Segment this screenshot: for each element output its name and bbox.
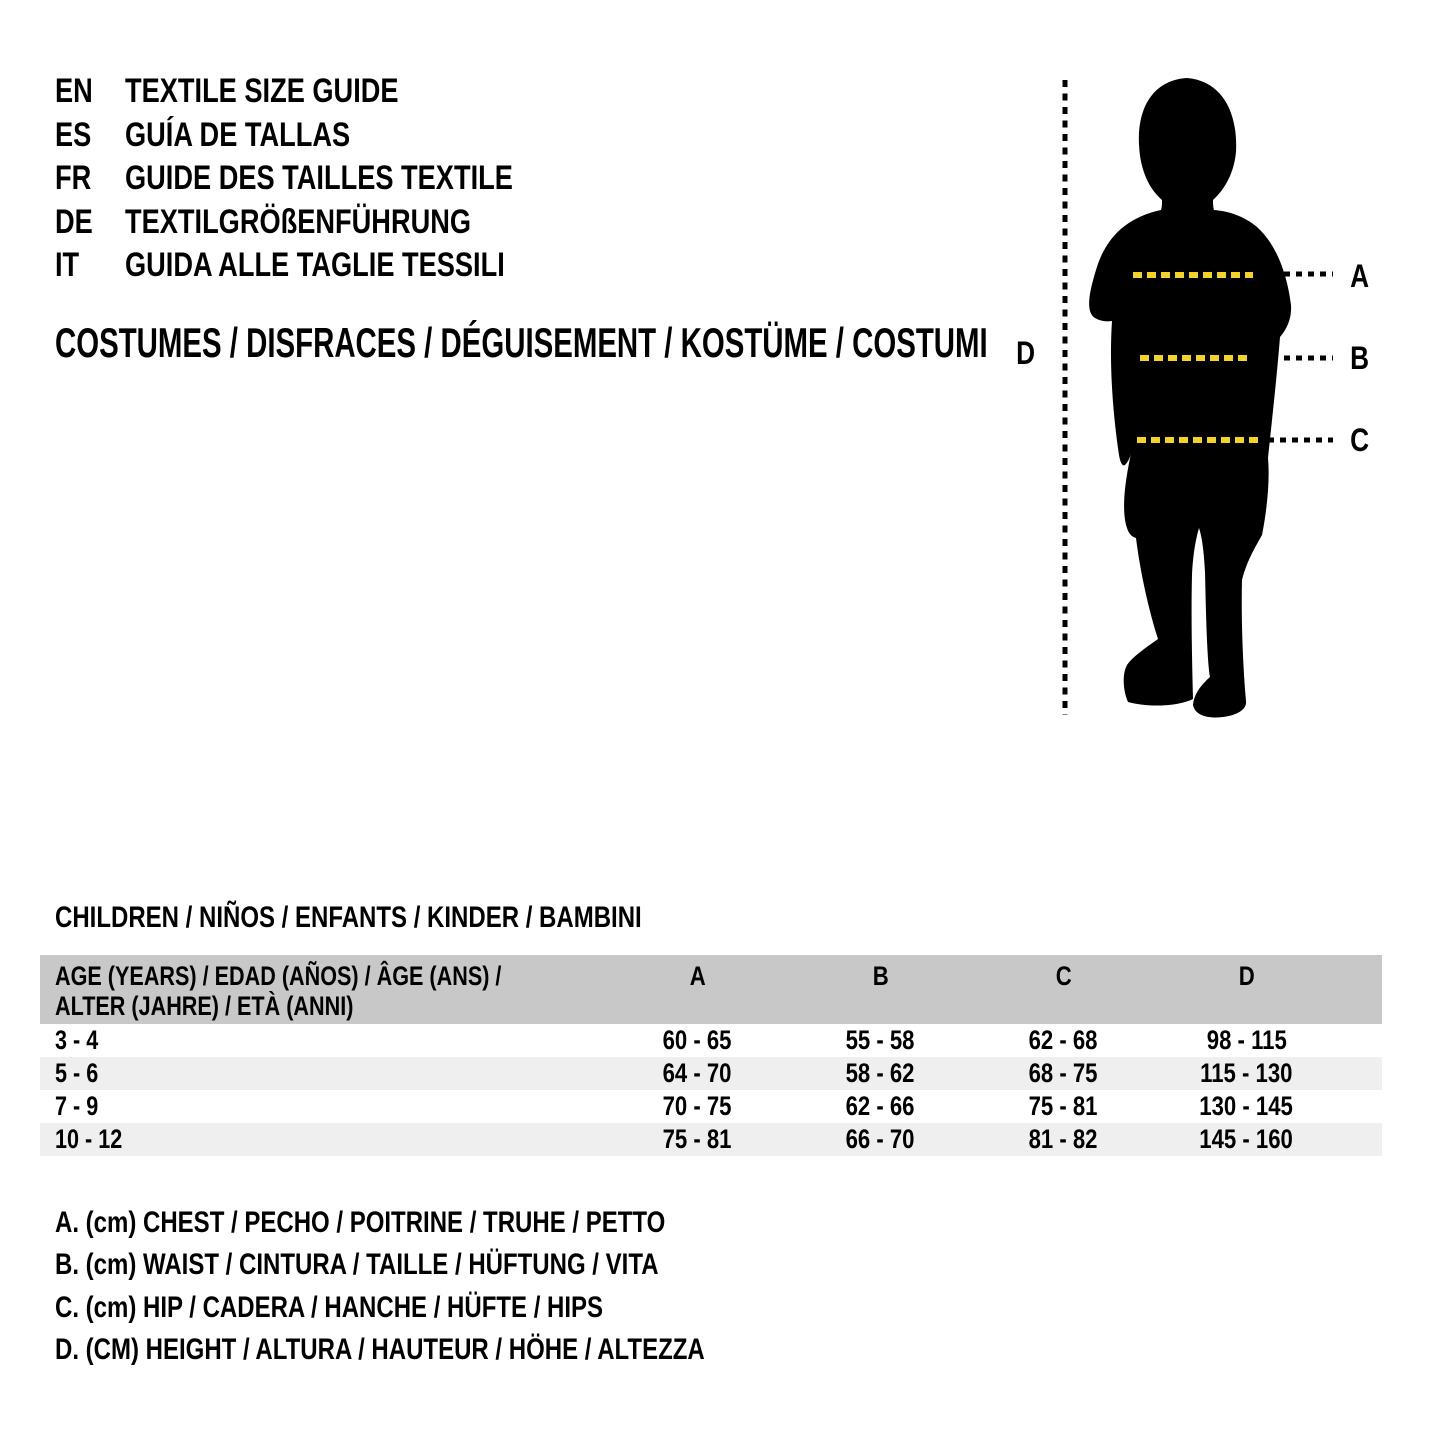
child-silhouette-svg [1000,60,1445,730]
children-size-table [40,955,1382,1156]
table-row [40,1090,1382,1123]
language-code: IT [55,246,80,284]
language-code: DE [55,202,93,241]
label-chest-a: A [1350,258,1370,294]
age-cell: 7 - 9 [55,1091,99,1121]
waist-cell: 58 - 62 [846,1058,915,1088]
chest-cell: 60 - 65 [663,1025,732,1055]
language-title: GUIDE DES TAILLES TEXTILE [125,159,513,197]
age-cell: 5 - 6 [55,1058,99,1088]
legend-item-hip: C. (cm) HIP / CADERA / HANCHE / HÜFTE / HIPS [55,1290,604,1324]
label-hip-c: C [1350,422,1370,458]
language-title: GUIDA ALLE TAGLIE TESSILI [125,246,505,284]
column-header-a: A [689,961,706,991]
size-figure [1000,60,1445,730]
chest-cell: 70 - 75 [663,1091,732,1121]
hip-cell: 62 - 68 [1029,1025,1098,1055]
language-title: TEXTILGRÖßENFÜHRUNG [125,202,472,241]
waist-cell: 55 - 58 [846,1025,915,1055]
language-code: EN [55,72,93,110]
height-cell: 145 - 160 [1199,1124,1294,1154]
hip-cell: 68 - 75 [1029,1058,1098,1088]
table-header-row [40,955,1382,1024]
waist-cell: 66 - 70 [846,1124,915,1154]
child-silhouette [1089,78,1291,718]
waist-cell: 62 - 66 [846,1091,915,1121]
table-row [40,1123,1382,1156]
language-title: TEXTILE SIZE GUIDE [125,72,399,110]
measurement-legend [55,1202,867,1372]
section-title-children: CHILDREN / NIÑOS / ENFANTS / KINDER / BAMBINI [55,901,642,934]
legend-item-chest: A. (cm) CHEST / PECHO / POITRINE / TRUHE / PETTO [55,1206,666,1239]
column-header-d: D [1238,961,1255,991]
age-column-header: AGE (YEARS) / EDAD (AÑOS) / ÂGE (ANS) / ALTER (JAHRE) / ETÀ (ANNI) [55,961,502,1021]
age-cell: 3 - 4 [55,1025,99,1055]
language-title: GUÍA DE TALLAS [125,115,351,154]
height-cell: 115 - 130 [1200,1058,1293,1088]
hip-cell: 81 - 82 [1029,1124,1098,1154]
hip-cell: 75 - 81 [1029,1091,1098,1121]
legend-item-height: D. (CM) HEIGHT / ALTURA / HAUTEUR / HÖHE / ALTEZZA [55,1333,705,1367]
height-cell: 130 - 145 [1199,1091,1294,1121]
table-row [40,1057,1382,1090]
height-cell: 98 - 115 [1206,1025,1287,1055]
language-code: FR [55,159,92,197]
column-header-b: B [872,961,889,991]
table-row [40,1024,1382,1057]
chest-cell: 75 - 81 [663,1124,732,1154]
label-height-d: D [1016,335,1036,371]
language-code: ES [55,115,92,154]
legend-item-waist: B. (cm) WAIST / CINTURA / TAILLE / HÜFTUNG / VITA [55,1248,659,1282]
age-cell: 10 - 12 [55,1124,123,1154]
label-waist-b: B [1350,340,1370,376]
column-header-c: C [1055,961,1072,991]
chest-cell: 64 - 70 [663,1058,732,1088]
category-title: COSTUMES / DISFRACES / DÉGUISEMENT / KOSTÜME / COSTUMI [55,319,988,366]
